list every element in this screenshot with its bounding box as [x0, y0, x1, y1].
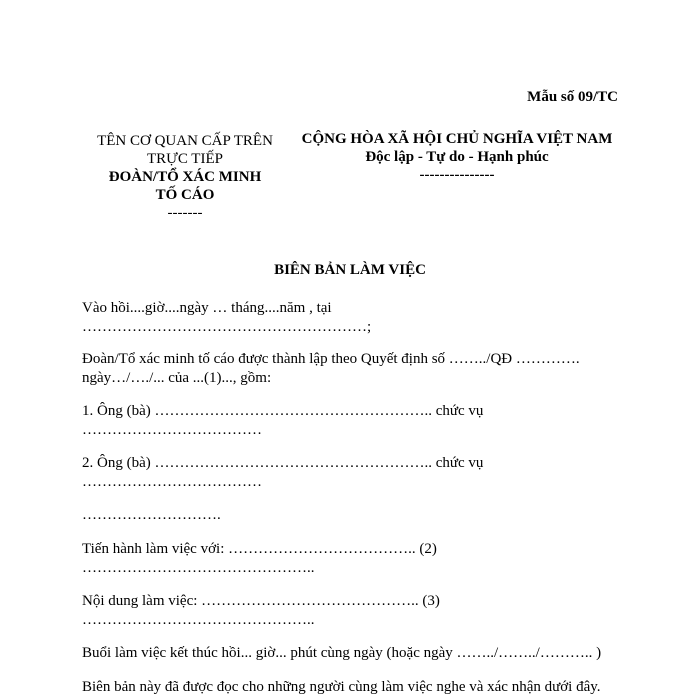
- content-paragraph: [82, 592, 622, 630]
- work-with-paragraph: [82, 540, 622, 578]
- member-1-line-2: ………………………………: [82, 422, 262, 438]
- agency-line-3: ĐOÀN/TỔ XÁC MINH: [108, 169, 262, 185]
- agency-line-4: TỐ CÁO: [155, 187, 215, 203]
- team-paragraph: [82, 350, 622, 388]
- nation-motto: Độc lập - Tự do - Hạnh phúc: [365, 149, 549, 165]
- content-line-1: Nội dung làm việc: …………………………………….. (3): [82, 593, 440, 609]
- member-2-line-2: ………………………………: [82, 474, 262, 490]
- more-members-line: ……………………….: [82, 507, 221, 523]
- nation-separator: ---------------: [419, 167, 495, 183]
- content-line-2: ………………………………………..: [82, 612, 315, 628]
- end-paragraph: [82, 644, 622, 663]
- agency-line-2: TRỰC TIẾP: [147, 151, 223, 167]
- confirm-line: Biên bản này đã được đọc cho những người cùng làm việc nghe và xác nhận dưới đây.: [82, 679, 601, 695]
- member-1: [82, 402, 622, 440]
- nation-name: CỘNG HÒA XÃ HỘI CHỦ NGHĨA VIỆT NAM: [301, 131, 613, 147]
- form-code: Mẫu số 09/TC: [527, 89, 618, 105]
- time-line-2: …………………………………………………;: [82, 319, 372, 335]
- time-place-paragraph: [82, 299, 622, 337]
- agency-separator: -------: [167, 205, 203, 221]
- team-line-1: Đoàn/Tổ xác minh tố cáo được thành lập theo Quyết định số ……../QĐ ………….: [82, 351, 580, 367]
- work-with-line-1: Tiến hành làm việc với: ……………………………….. (2): [82, 541, 437, 557]
- confirm-paragraph: [82, 678, 622, 697]
- member-2-line-1: 2. Ông (bà) ……………………………………………….. chức vụ: [82, 455, 484, 471]
- team-line-2: ngày…/…./... của ...(1)..., gồm:: [82, 370, 272, 386]
- end-line: Buổi làm việc kết thúc hồi... giờ... phút cùng ngày (hoặc ngày ……../……../……….. ): [82, 645, 602, 661]
- member-1-line-1: 1. Ông (bà) ……………………………………………….. chức vụ: [82, 403, 484, 419]
- document-title: BIÊN BẢN LÀM VIỆC: [274, 262, 426, 278]
- nation-header: [292, 130, 622, 184]
- time-line-1: Vào hồi....giờ....ngày … tháng....năm , tại: [82, 300, 332, 316]
- more-members: [82, 506, 622, 525]
- member-2: [82, 454, 622, 492]
- agency-header: [60, 132, 310, 222]
- agency-line-1: TÊN CƠ QUAN CẤP TRÊN: [97, 133, 273, 149]
- work-with-line-2: ………………………………………..: [82, 560, 315, 576]
